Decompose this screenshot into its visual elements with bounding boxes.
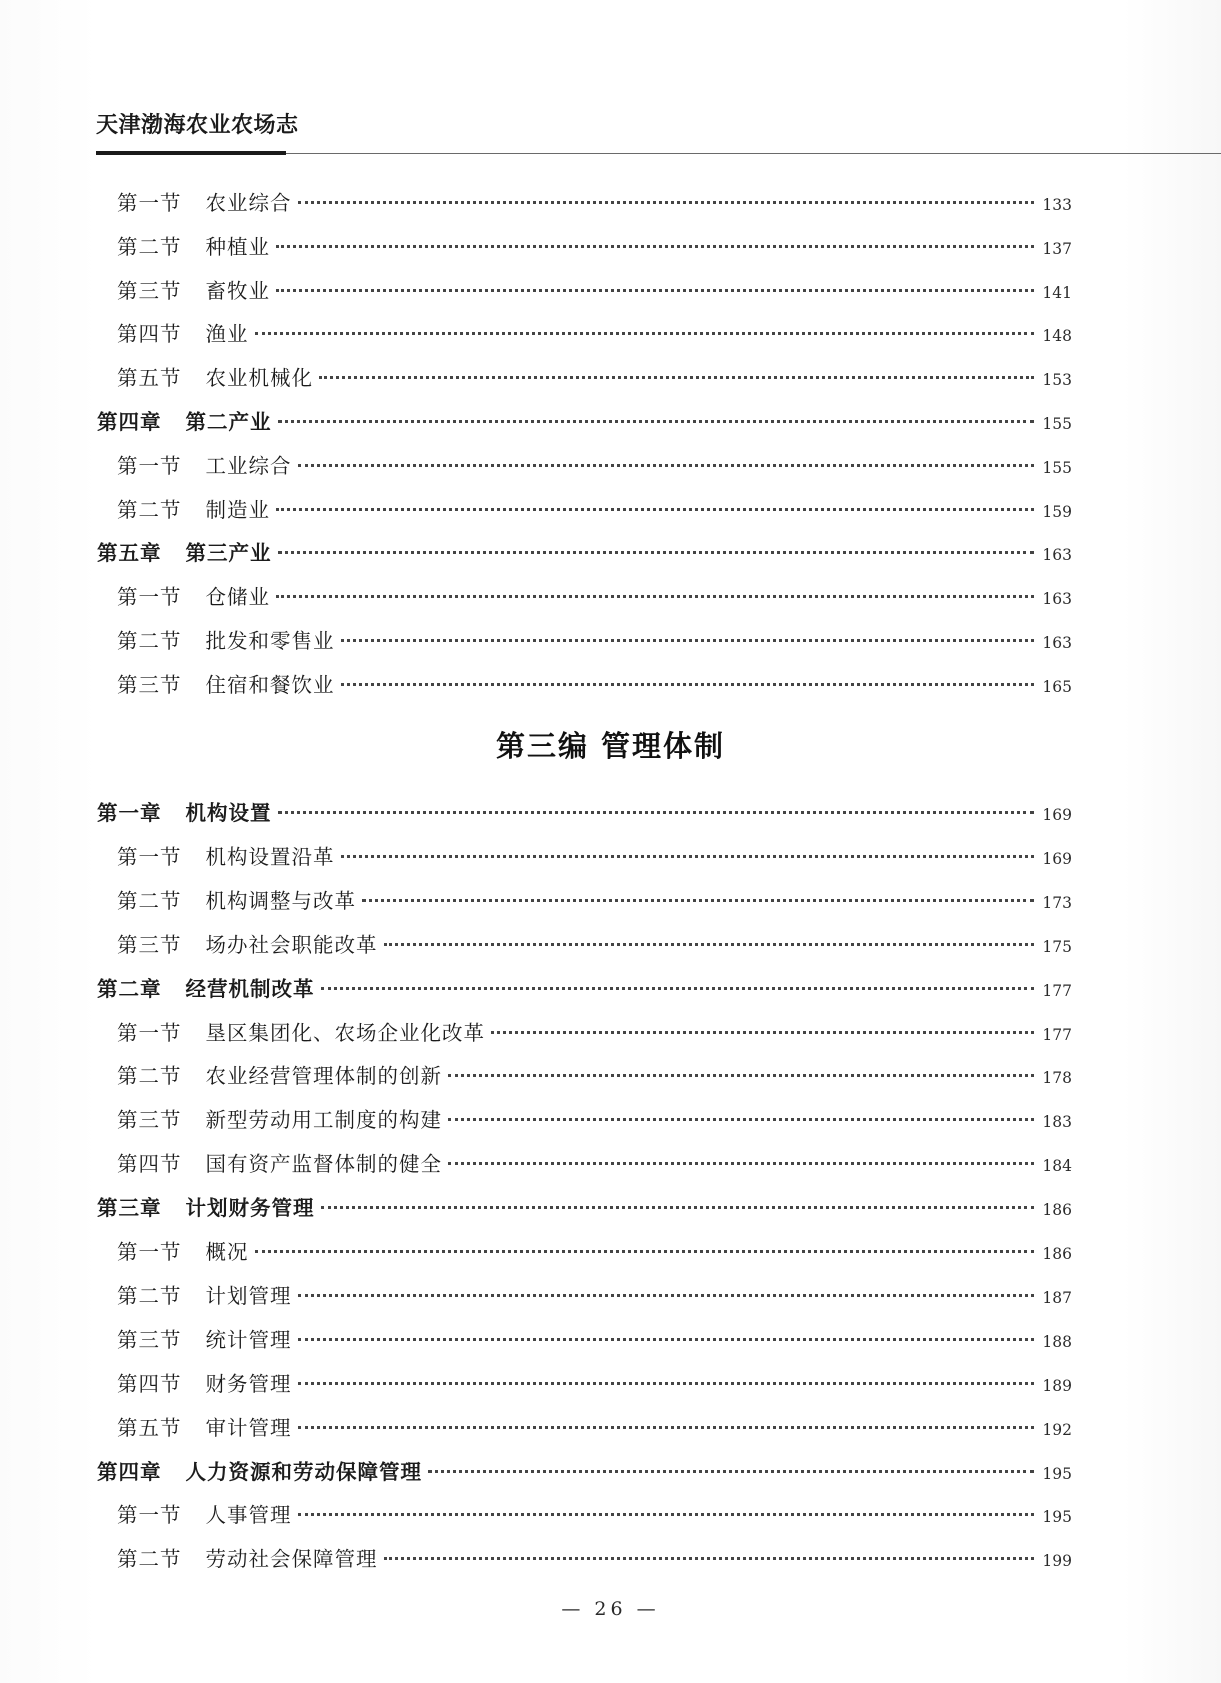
toc-section-entry	[117, 493, 1072, 525]
toc-entry-title: 工业综合	[205, 453, 292, 478]
toc-entry-label: 第一节	[117, 844, 182, 869]
toc-section-entry	[117, 317, 1072, 349]
toc-entry-label: 第三章	[97, 1196, 162, 1221]
toc-entry-title: 概况	[205, 1240, 249, 1264]
toc-entry-title: 垦区集团化、农场企业化改革	[205, 1020, 485, 1045]
toc-section-entry	[117, 274, 1072, 306]
toc-leader-dots	[298, 201, 1035, 204]
toc-leader-dots	[276, 595, 1034, 598]
header-rule-accent	[96, 151, 286, 155]
toc-entry-page-number: 137	[1042, 239, 1072, 258]
toc-entry-label: 第四节	[117, 1371, 182, 1396]
toc-entry-title: 经营机制改革	[185, 976, 315, 1001]
toc-entry-title: 渔业	[205, 322, 249, 347]
toc-chapter-entry	[97, 1191, 1072, 1223]
toc-section-entry	[117, 449, 1072, 481]
toc-entry-title: 人事管理	[205, 1503, 292, 1528]
toc-leader-dots	[341, 639, 1035, 642]
toc-section-entry	[117, 884, 1072, 916]
toc-section-entry	[117, 1235, 1072, 1267]
toc-chapter-entry	[97, 972, 1072, 1004]
toc-entry-page-number: 159	[1042, 502, 1072, 521]
toc-entry-title: 第三产业	[185, 541, 272, 566]
toc-section-entry	[117, 1279, 1072, 1311]
toc-leader-dots	[491, 1031, 1034, 1034]
toc-entry-label: 第二节	[117, 1547, 182, 1572]
toc-entry-page-number: 153	[1042, 371, 1072, 390]
toc-entry-page-number: 178	[1042, 1069, 1072, 1088]
toc-entry-label: 第一章	[97, 801, 162, 825]
toc-entry-page-number: 133	[1042, 196, 1072, 214]
toc-leader-dots	[384, 1557, 1035, 1560]
toc-entry-label: 第四章	[97, 410, 162, 434]
toc-entry-page-number: 165	[1042, 677, 1072, 696]
toc-leader-dots	[298, 1294, 1035, 1297]
toc-entry-page-number: 163	[1042, 590, 1072, 609]
toc-entry-label: 第五章	[97, 541, 162, 566]
toc-entry-title: 农业经营管理体制的创新	[205, 1064, 442, 1089]
toc-leader-dots	[341, 683, 1035, 686]
toc-entry-label: 第一节	[117, 585, 182, 610]
page-number: — 26 —	[561, 1598, 660, 1620]
toc-entry-title: 机构设置	[185, 801, 272, 825]
toc-leader-dots	[276, 508, 1034, 511]
toc-leader-dots	[298, 1426, 1035, 1429]
toc-entry-page-number: 175	[1042, 937, 1072, 956]
toc-entry-page-number: 173	[1042, 893, 1072, 912]
toc-leader-dots	[255, 1250, 1035, 1253]
toc-leader-dots	[298, 1338, 1035, 1341]
toc-entry-label: 第四章	[97, 1459, 162, 1484]
toc-leader-dots	[298, 1382, 1035, 1385]
toc-entry-title: 农业机械化	[205, 366, 313, 391]
toc-entry-title: 新型劳动用工制度的构建	[205, 1108, 442, 1133]
toc-entry-page-number: 187	[1042, 1288, 1072, 1307]
toc-section-entry	[117, 840, 1072, 872]
toc-section-entry	[117, 1059, 1072, 1091]
toc-entry-label: 第二节	[117, 888, 182, 913]
toc-entry-label: 第四节	[117, 1152, 182, 1177]
toc-entry-title: 劳动社会保障管理	[205, 1547, 378, 1572]
toc-entry-page-number: 141	[1042, 283, 1072, 302]
toc-leader-dots	[278, 420, 1035, 423]
toc-section-entry	[117, 1147, 1072, 1179]
toc-leader-dots	[255, 332, 1035, 335]
toc-entry-title: 计划财务管理	[185, 1196, 315, 1221]
toc-entry-title: 财务管理	[205, 1371, 292, 1396]
toc-leader-dots	[276, 245, 1034, 248]
toc-leader-dots	[448, 1118, 1034, 1121]
toc-section-entry	[117, 1103, 1072, 1135]
toc-entry-title: 机构设置沿革	[205, 844, 335, 869]
toc-entry-title: 场办社会职能改革	[205, 932, 378, 957]
toc-entry-page-number: 195	[1042, 1464, 1072, 1483]
toc-chapter-entry	[97, 405, 1072, 437]
toc-entry-label: 第五节	[117, 366, 182, 391]
toc-entry-label: 第二节	[117, 629, 182, 653]
toc-leader-dots	[298, 464, 1035, 467]
toc-entry-label: 第二章	[97, 976, 162, 1001]
toc-leader-dots	[321, 987, 1035, 990]
toc-entry-title: 国有资产监督体制的健全	[205, 1152, 442, 1177]
toc-entry-title: 畜牧业	[205, 278, 270, 303]
toc-entry-page-number: 163	[1042, 546, 1072, 565]
toc-entry-title: 人力资源和劳动保障管理	[185, 1459, 422, 1484]
toc-leader-dots	[278, 811, 1035, 814]
toc-entry-page-number: 195	[1042, 1508, 1072, 1527]
toc-entry-title: 批发和零售业	[205, 629, 335, 653]
toc-entry-label: 第三节	[117, 1327, 182, 1352]
toc-leader-dots	[319, 376, 1034, 379]
toc-section-entry	[117, 580, 1072, 612]
toc-entry-title: 统计管理	[205, 1327, 292, 1352]
toc-entry-label: 第一节	[117, 453, 182, 478]
header-title: 天津渤海农业农场志	[96, 112, 299, 138]
toc-entry-page-number: 184	[1042, 1157, 1072, 1176]
toc-entry-label: 第二节	[117, 1064, 182, 1089]
toc-entry-page-number: 199	[1042, 1552, 1072, 1571]
toc-leader-dots	[276, 289, 1034, 292]
toc-section-entry	[117, 1411, 1072, 1443]
toc-section-entry	[117, 1323, 1072, 1355]
toc-entry-title: 仓储业	[205, 585, 270, 610]
toc-entry-label: 第二节	[117, 497, 182, 522]
toc-entry-title: 住宿和餐饮业	[205, 672, 335, 697]
toc-leader-dots	[278, 551, 1035, 554]
toc-entry-page-number: 186	[1042, 1245, 1072, 1263]
toc-chapter-entry	[97, 536, 1072, 568]
toc-section-entry	[117, 1542, 1072, 1574]
toc-section-entry	[117, 230, 1072, 262]
toc-entry-title: 第二产业	[185, 410, 272, 434]
toc-entry-label: 第三节	[117, 278, 182, 303]
toc-leader-dots	[448, 1074, 1034, 1077]
toc-entry-page-number: 148	[1042, 327, 1072, 346]
toc-entry-label: 第一节	[117, 1503, 182, 1528]
toc-entry-label: 第三节	[117, 1108, 182, 1133]
toc-entry-label: 第四节	[117, 322, 182, 347]
toc-entry-label: 第三节	[117, 672, 182, 697]
toc-section-entry	[117, 1367, 1072, 1399]
toc-entry-title: 农业综合	[205, 191, 292, 215]
toc-entry-title: 种植业	[205, 234, 270, 259]
toc-section-entry	[117, 1498, 1072, 1530]
running-header	[96, 112, 1221, 158]
toc-leader-dots	[321, 1206, 1035, 1209]
toc-entry-title: 机构调整与改革	[205, 888, 356, 913]
toc-leader-dots	[298, 1513, 1035, 1516]
toc-section-entry	[117, 361, 1072, 393]
toc-entry-label: 第一节	[117, 1020, 182, 1045]
toc-entry-label: 第一节	[117, 1240, 182, 1264]
toc-leader-dots	[362, 899, 1034, 902]
toc-entry-page-number: 192	[1042, 1420, 1072, 1439]
toc-entry-page-number: 155	[1042, 458, 1072, 477]
toc-entry-page-number: 163	[1042, 634, 1072, 652]
toc-entry-title: 审计管理	[205, 1415, 292, 1440]
toc-leader-dots	[341, 855, 1035, 858]
toc-section-entry	[117, 1016, 1072, 1048]
toc-section-entry	[117, 668, 1072, 700]
toc-entry-label: 第三节	[117, 932, 182, 957]
toc-entry-title: 制造业	[205, 497, 270, 522]
toc-entry-page-number: 177	[1042, 1025, 1072, 1044]
toc-chapter-entry	[97, 796, 1072, 828]
toc-entry-label: 第五节	[117, 1415, 182, 1440]
toc-entry-page-number: 183	[1042, 1113, 1072, 1132]
toc-entry-label: 第二节	[117, 1283, 182, 1308]
toc-entry-label: 第二节	[117, 234, 182, 259]
toc-entry-page-number: 189	[1042, 1376, 1072, 1395]
toc-chapter-entry	[97, 1455, 1072, 1487]
toc-section-entry	[117, 186, 1072, 218]
toc-entry-page-number: 169	[1042, 849, 1072, 868]
toc-entry-page-number: 186	[1042, 1201, 1072, 1220]
toc-entry-label: 第一节	[117, 191, 182, 215]
toc-entry-page-number: 188	[1042, 1332, 1072, 1351]
toc-leader-dots	[428, 1470, 1034, 1473]
toc-entry-page-number: 177	[1042, 981, 1072, 1000]
toc-leader-dots	[384, 943, 1035, 946]
toc-leader-dots	[448, 1162, 1034, 1165]
toc-entry-page-number: 169	[1042, 806, 1072, 824]
toc-entry-title: 计划管理	[205, 1283, 292, 1308]
part-heading: 第三编 管理体制	[495, 729, 726, 763]
toc-entry-page-number: 155	[1042, 415, 1072, 433]
toc-section-entry	[117, 928, 1072, 960]
toc-section-entry	[117, 624, 1072, 656]
